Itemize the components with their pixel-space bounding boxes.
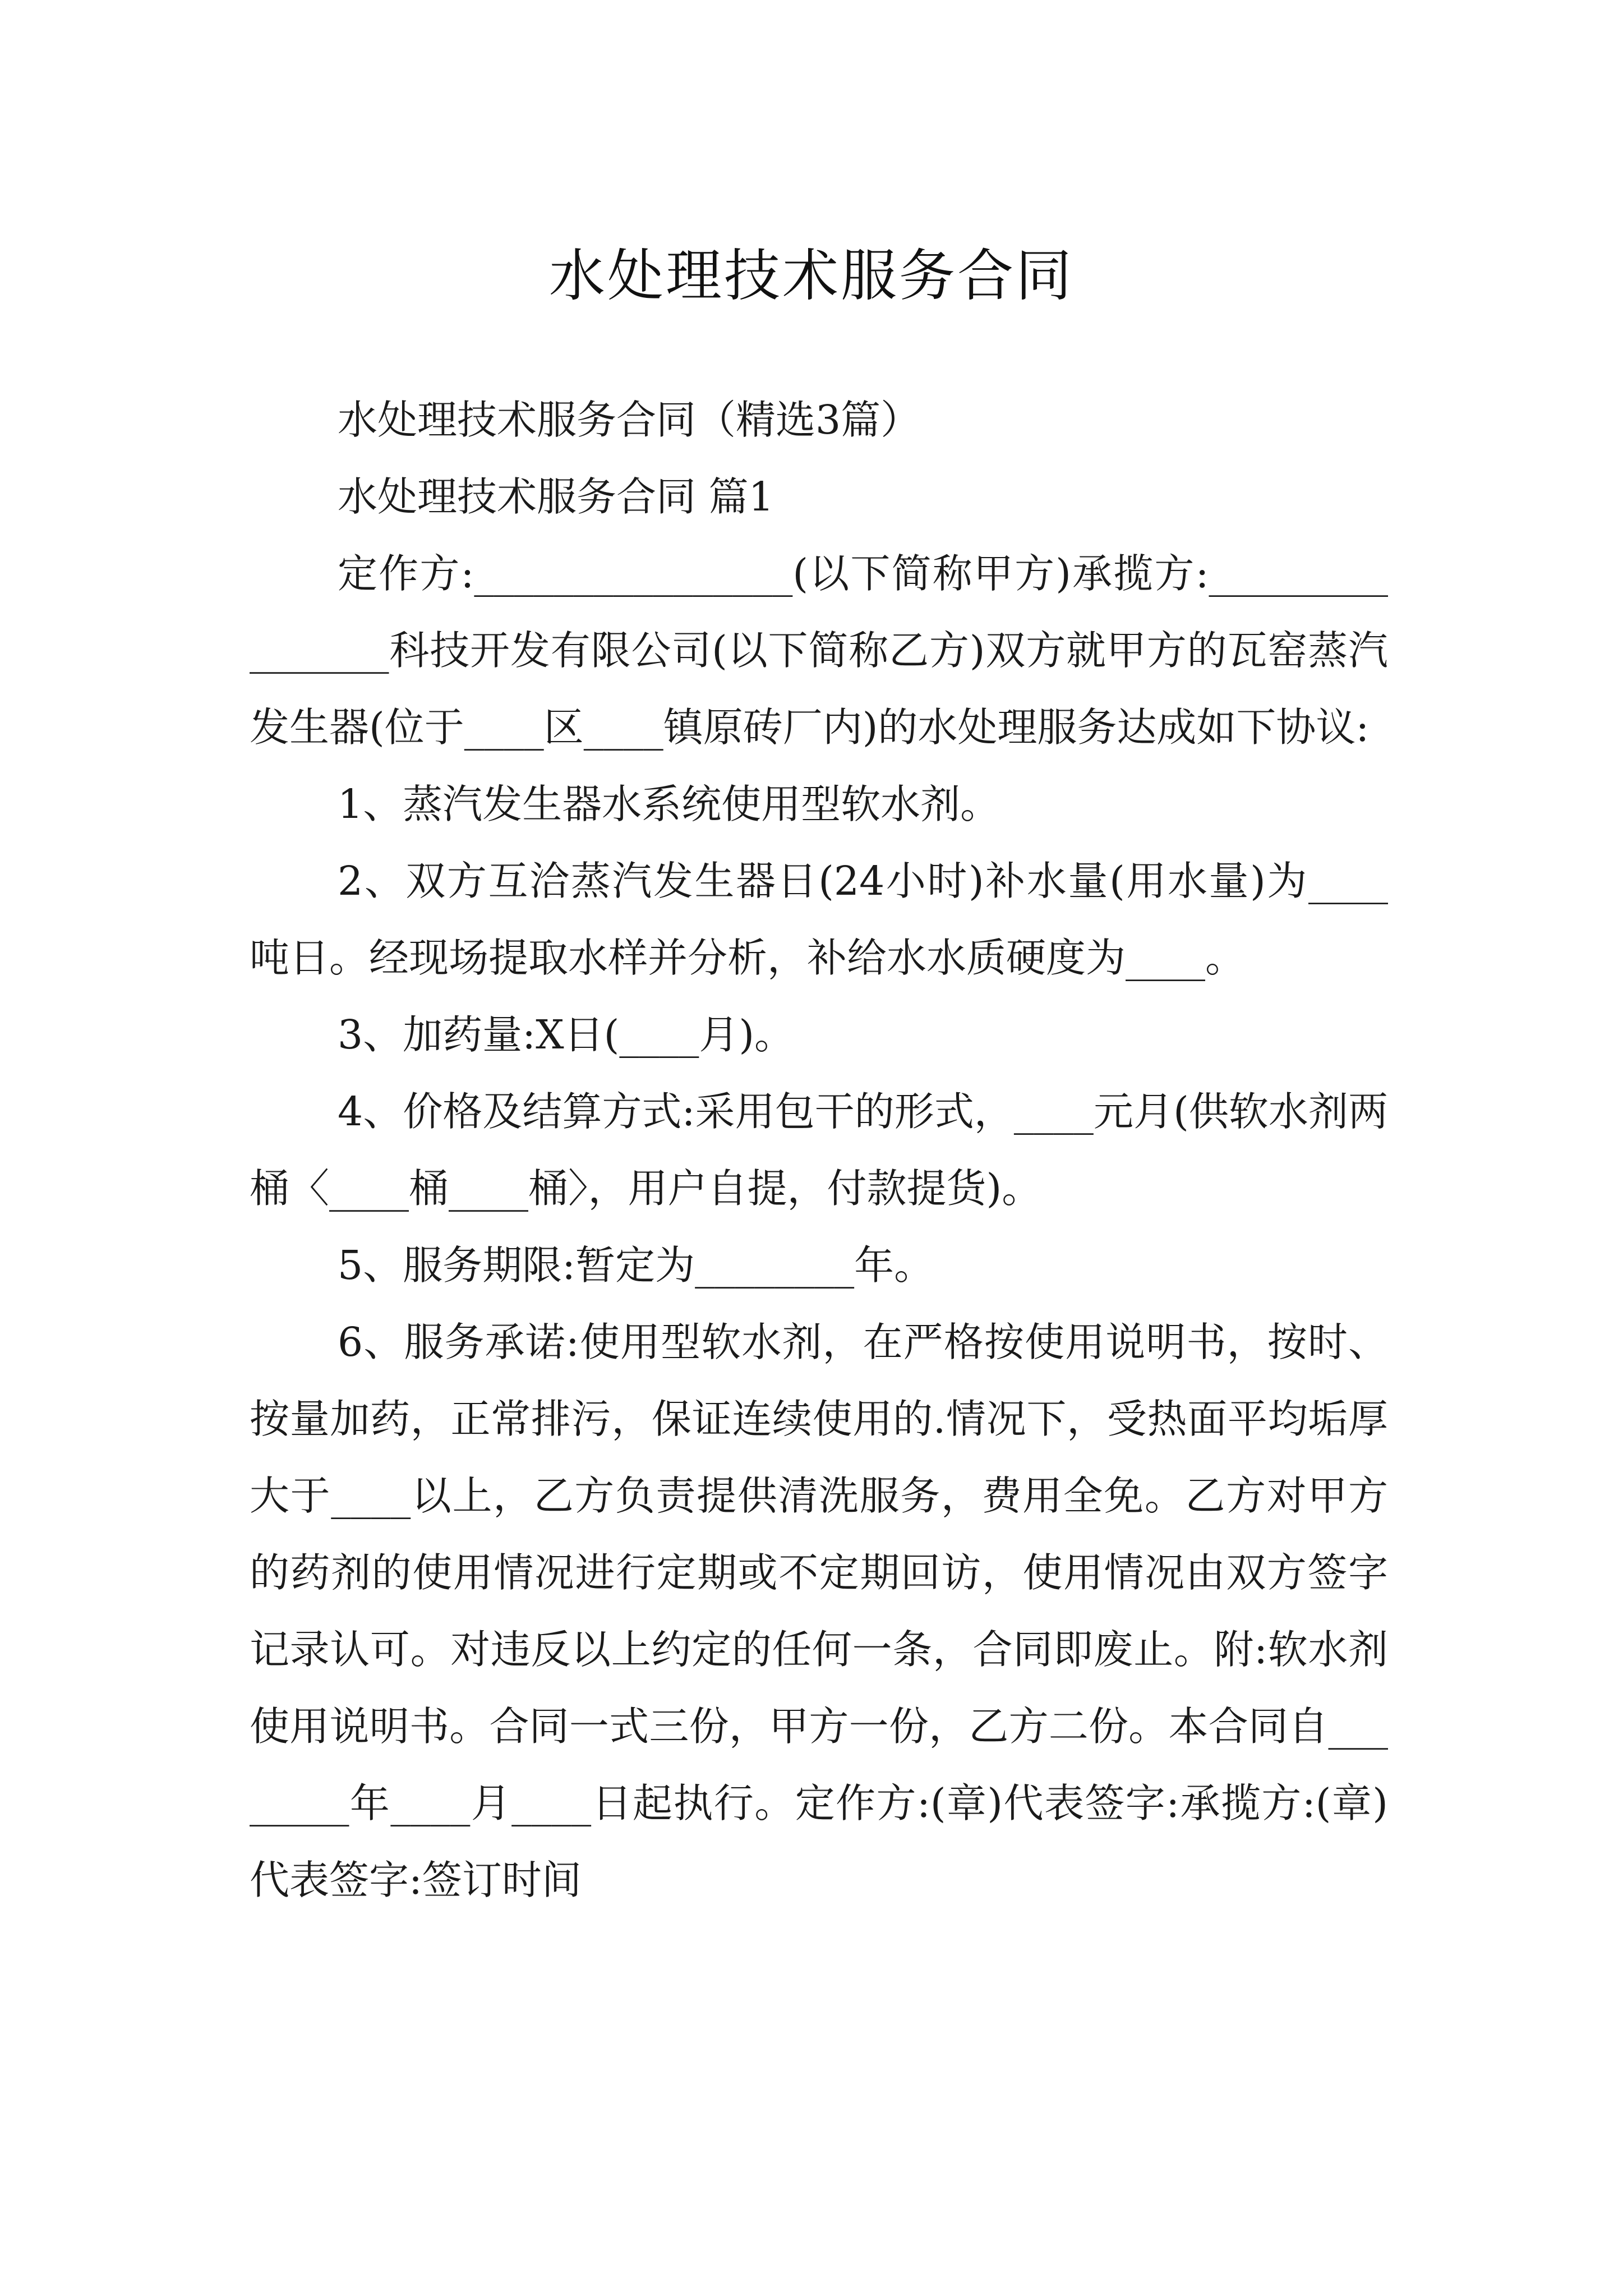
document-body — [250, 381, 1388, 1918]
document-title: 水处理技术服务合同 — [549, 243, 1074, 309]
paragraph-clause-3: 3、加药量:X日(____月)。 — [338, 1011, 795, 1058]
paragraph-clause-1: 1、蒸汽发生器水系统使用型软水剂。 — [338, 781, 1000, 827]
paragraph-subtitle: 水处理技术服务合同（精选3篇） — [338, 397, 921, 443]
paragraph-clause-2: 2、双方互洽蒸汽发生器日(24小时)补水量(用水量)为____吨日。经现场提取水样并分析，补给水水质硬度为____。 — [250, 858, 1388, 981]
paragraph-clause-6: 6、服务承诺:使用型软水剂，在严格按使用说明书，按时、按量加药，正常排污，保证连续使用的.情况下，受热面平均垢厚大于____以上，乙方负责提供清洗服务，费用全免。乙方对甲方的药剂的使用情况进行定期或不定期回访，使用情况由双方签字记录认可。对违反以上约定的任何一条，合同即废止。附:软水剂使用说明书。合同一式三份，甲方一份，乙方二份。本合同自________年____月____日起执行。定作方:(章)代表签字:承揽方:(章)代表签字:签订时间 — [250, 1319, 1388, 1903]
paragraph-parties: 定作方:________________(以下简称甲方)承揽方:________________科技开发有限公司(以下简称乙方)双方就甲方的瓦窑蒸汽发生器(位于____区____镇原砖厂内)的水处理服务达成如下协议: — [250, 550, 1388, 751]
paragraph-clause-5: 5、服务期限:暂定为________年。 — [338, 1242, 934, 1289]
paragraph-clause-4: 4、价格及结算方式:采用包干的形式，____元月(供软水剂两桶〈____桶____桶〉，用户自提，付款提货)。 — [250, 1088, 1388, 1212]
paragraph-section-heading: 水处理技术服务合同 篇1 — [338, 473, 774, 520]
